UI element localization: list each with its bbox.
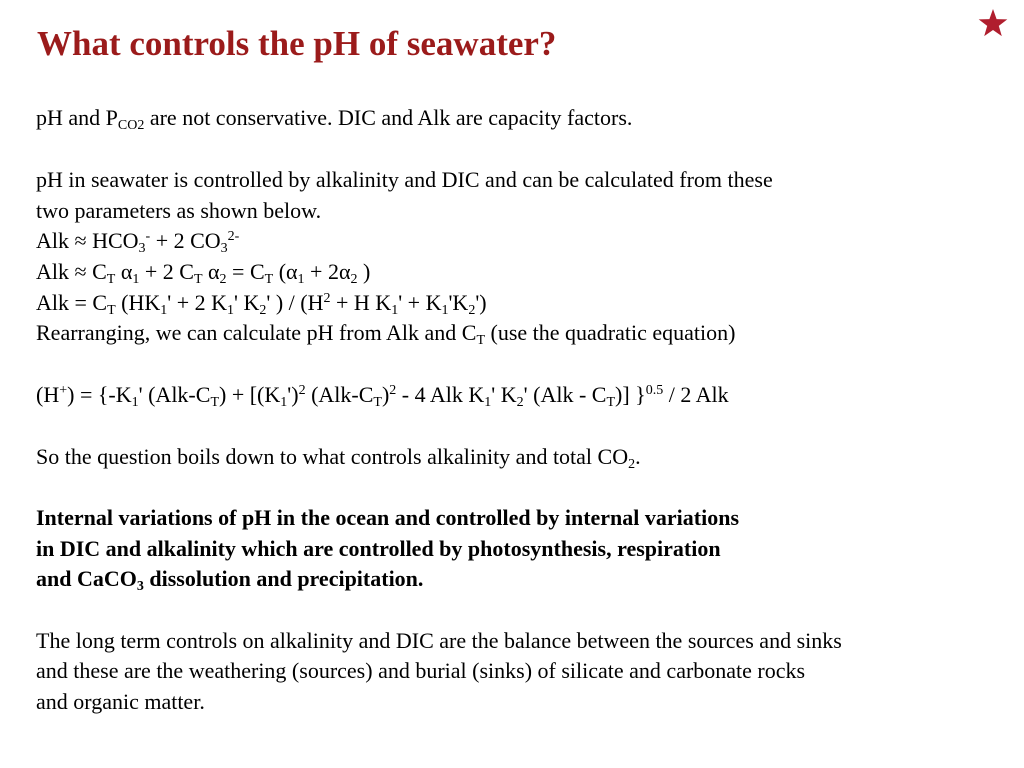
equation-h-plus: $(H^+) = \{-K_1'$ $(Alk-C_T) + [(K_1')^2$ $(Alk-C_T)^2 - 4$ Alk $K_1'$ $K_2'$ $(Alk - C_T)$] }$^{0.5}$ / 2 Alk	[36, 382, 729, 410]
star-icon	[977, 8, 1009, 40]
page-title: What controls the pH of seawater?	[37, 24, 557, 63]
text-line-question: So the question boils down to what controls alkalinity and total $CO_2$.	[36, 444, 641, 472]
bold-line-1: Internal variations of pH in the ocean and controlled by internal variations	[36, 505, 740, 530]
text-line-2: pH in seawater is controlled by alkalinity and DIC and can be calculated from these	[36, 167, 773, 192]
text-line-3: two parameters as shown below.	[36, 198, 322, 223]
text-line-long-term-3: and organic matter.	[36, 689, 205, 714]
bold-line-3: and CaCO$_3$ dissolution and precipitation.	[36, 566, 424, 594]
text-line-long-term-1: The long term controls on alkalinity and DIC are the balance between the sources and sinks	[36, 628, 842, 653]
text-line-rearranging: Rearranging, we can calculate pH from Alk and $C_T$ (use the quadratic equation)	[36, 320, 736, 348]
equation-alk-2: Alk ≈ $C_T$ $\alpha_1 + 2$ $C_T$ $\alpha_2 = C_T$ ($\alpha_1 + 2\alpha_2$ )	[36, 259, 371, 287]
equation-alk-1: Alk ≈ $HCO_3^- + 2$ $CO_3^{2-}$	[36, 228, 240, 256]
text-line-long-term-2: and these are the weathering (sources) and burial (sinks) of silicate and carbonate rocks	[36, 658, 806, 683]
equation-alk-3: Alk = $C_T$ ($HK_1' + 2$ $K_1'$ $K_2'$ ) / ($H^2 + H$ $K_1' + K_1'K_2'$)	[36, 290, 487, 318]
text-line-1: pH and $P_{CO2}$ are not conservative. DIC and Alk are capacity factors.	[36, 105, 633, 133]
bold-line-2: in DIC and alkalinity which are controlled by photosynthesis, respiration	[36, 536, 721, 561]
